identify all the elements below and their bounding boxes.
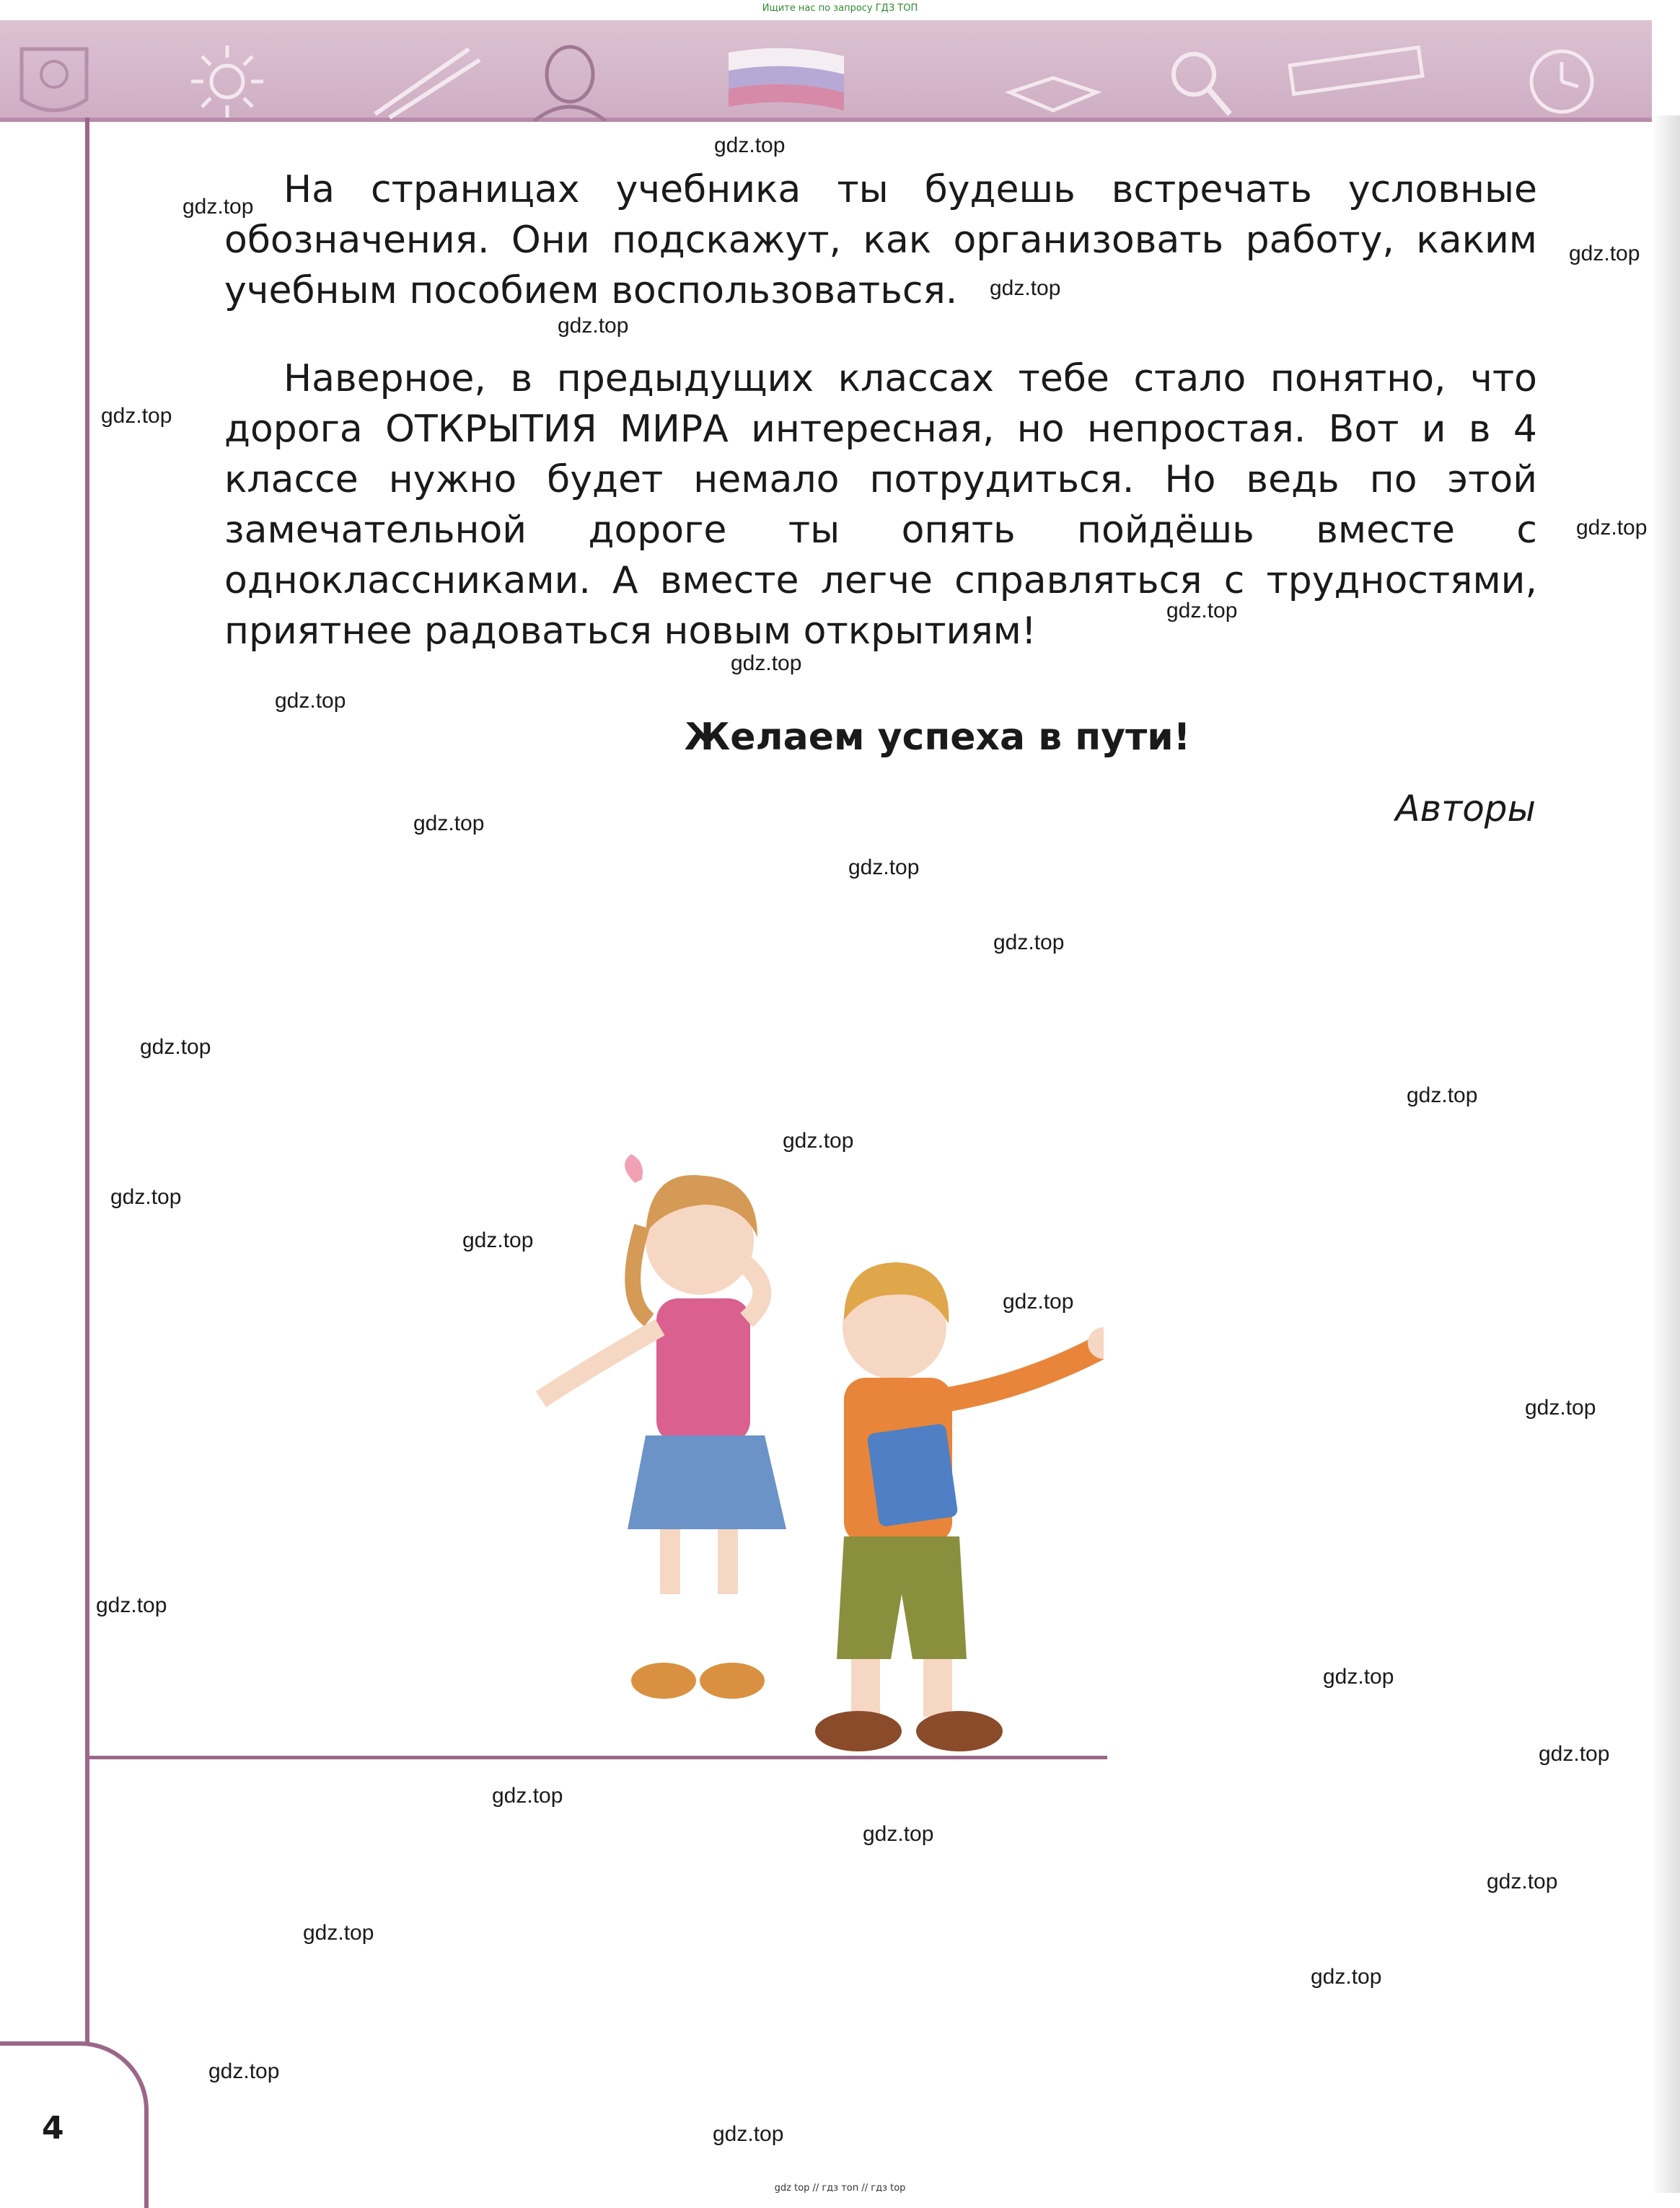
watermark: gdz.top [462, 1228, 534, 1252]
watermark: gdz.top [731, 651, 802, 675]
flag-icon [721, 42, 851, 121]
page-number: 4 [42, 2110, 64, 2147]
wish-heading: Желаем успеха в пути! [684, 716, 1191, 759]
children-illustration [527, 1154, 1104, 1770]
page-fold-shadow [1651, 115, 1680, 2193]
watermark: gdz.top [275, 689, 346, 713]
book-icon [1003, 42, 1104, 121]
watermark: gdz.top [1487, 1870, 1558, 1893]
watermark: gdz.top [848, 856, 920, 879]
watermark: gdz.top [1407, 1083, 1478, 1107]
watermark: gdz.top [96, 1593, 167, 1617]
watermark: gdz.top [110, 1185, 182, 1209]
authors-signature: Авторы [1395, 788, 1536, 830]
ruler-icon [1284, 42, 1428, 121]
portrait-icon [519, 42, 620, 121]
boy-figure [815, 1262, 1104, 1751]
watermark: gdz.top [1569, 242, 1640, 265]
watermark: gdz.top [558, 314, 629, 338]
watermark: gdz.top [101, 404, 172, 428]
watermark: gdz.top [863, 1822, 934, 1846]
footer-note: gdz top // гдз топ // гдз top [774, 2183, 906, 2194]
banner-note: Ищите нас по запросу ГДЗ ТОП [762, 3, 918, 14]
watermark: gdz.top [1525, 1396, 1596, 1420]
emblem-icon [14, 42, 94, 121]
intro-paragraph: На страницах учебника ты будешь встречать условные обозначения. Они подскажут, как организовать работу, каким учебным пособием воспользоваться. [224, 168, 1537, 312]
watermark: gdz.top [208, 2059, 280, 2083]
watermark: gdz.top [990, 276, 1061, 300]
watermark: gdz.top [140, 1035, 211, 1059]
watermark: gdz.top [1311, 1965, 1382, 1989]
watermark: gdz.top [1166, 599, 1238, 623]
magnifier-icon [1154, 42, 1241, 121]
watermark: gdz.top [303, 1921, 374, 1945]
watermark: gdz.top [1576, 516, 1648, 540]
watermark: gdz.top [714, 133, 786, 157]
watermark: gdz.top [413, 811, 485, 835]
watermark: gdz.top [1539, 1742, 1610, 1766]
girl-figure [541, 1154, 786, 1699]
watermark: gdz.top [993, 931, 1065, 954]
watermark: gdz.top [783, 1129, 854, 1153]
left-margin-rule [85, 118, 89, 2152]
watermark: gdz.top [492, 1784, 563, 1808]
pencil-icon [368, 42, 483, 121]
clock-icon [1515, 42, 1609, 121]
watermark: gdz.top [1003, 1290, 1074, 1314]
sun-icon [188, 42, 267, 121]
top-banner [0, 20, 1652, 122]
watermark: gdz.top [1323, 1665, 1394, 1689]
main-paragraph: Наверное, в предыдущих классах тебе стало понятно, что дорога ОТКРЫТИЯ МИРА интересная, но непростая. Вот и в 4 классе нужно будет немало потрудиться. Но ведь по этой замечательной дороге ты опять пойдёшь вместе с одноклассниками. А вместе легче справляться с трудностями, приятнее радоваться новым открытиям! [224, 357, 1537, 653]
watermark: gdz.top [713, 2122, 784, 2146]
watermark: gdz.top [182, 195, 254, 219]
